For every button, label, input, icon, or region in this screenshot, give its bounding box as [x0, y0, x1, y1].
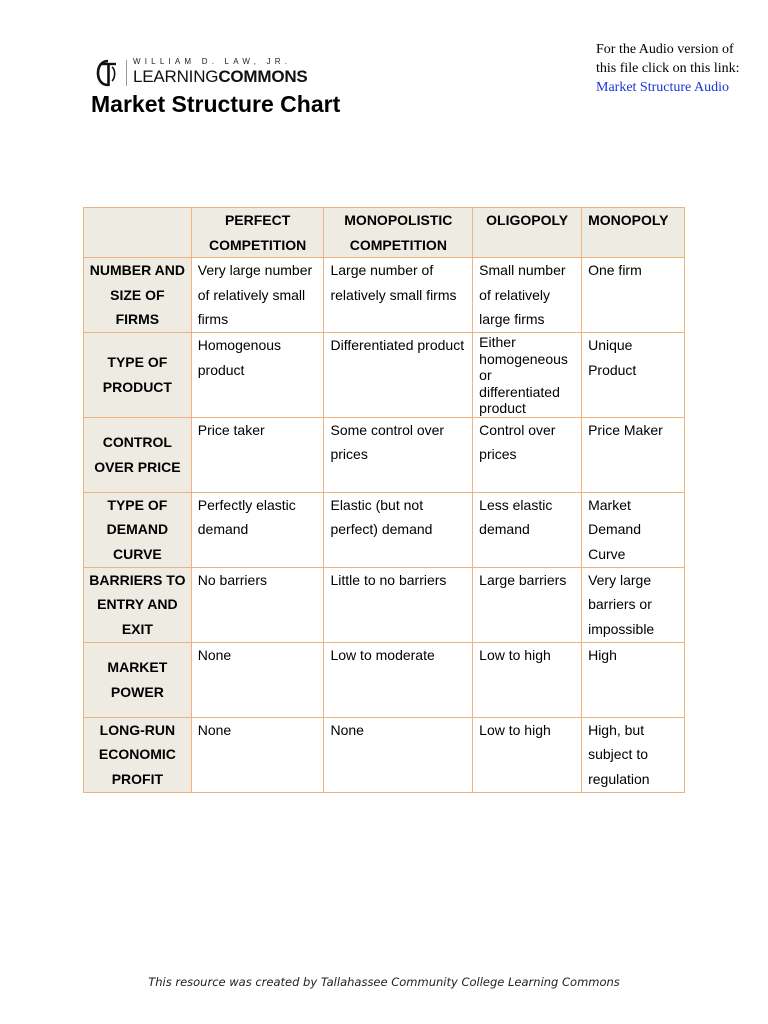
cell-monopolistic: Low to moderate	[324, 642, 473, 717]
logo-name-line: WILLIAM D. LAW, JR.	[133, 57, 292, 66]
cell-monopolistic: Some control over prices	[324, 417, 473, 492]
cell-oligopoly: Small number of relatively large firms	[473, 258, 582, 333]
cell-perfect: Homogenous product	[191, 333, 324, 418]
cell-perfect: Very large number of relatively small firms	[191, 258, 324, 333]
row-header-barriers: BARRIERS TO ENTRY AND EXIT	[84, 567, 192, 642]
cell-monopolistic: Large number of relatively small firms	[324, 258, 473, 333]
learning-commons-logo	[96, 56, 308, 90]
audio-note-line-1: For the Audio version of	[596, 42, 734, 57]
cell-monopoly: Very large barriers or impossible	[582, 567, 685, 642]
column-header-monopoly: MONOPOLY	[582, 208, 685, 258]
cell-oligopoly: Large barriers	[473, 567, 582, 642]
table-corner-cell	[84, 208, 192, 258]
audio-note	[596, 40, 768, 97]
cell-monopoly: High	[582, 642, 685, 717]
column-header-perfect: PERFECT COMPETITION	[191, 208, 324, 258]
cell-monopolistic: Little to no barriers	[324, 567, 473, 642]
row-header-long-run-profit: LONG-RUN ECONOMIC PROFIT	[84, 717, 192, 792]
table-row	[84, 417, 685, 492]
table-row	[84, 642, 685, 717]
cell-perfect: Perfectly elastic demand	[191, 492, 324, 567]
table-row	[84, 333, 685, 418]
row-header-type-of-product: TYPE OF PRODUCT	[84, 333, 192, 418]
cell-monopoly: High, but subject to regulation	[582, 717, 685, 792]
cell-perfect: None	[191, 642, 324, 717]
table-row	[84, 717, 685, 792]
cell-perfect: No barriers	[191, 567, 324, 642]
logo-learning: LEARNING	[133, 67, 219, 86]
cell-monopolistic: Differentiated product	[324, 333, 473, 418]
cell-monopolistic: None	[324, 717, 473, 792]
logo-commons: COMMONS	[218, 67, 308, 86]
market-structure-table	[83, 207, 685, 793]
audio-link[interactable]: Market Structure Audio	[596, 80, 729, 95]
cell-monopolistic: Elastic (but not perfect) demand	[324, 492, 473, 567]
footer-credit: This resource was created by Tallahassee Community College Learning Commons	[148, 975, 620, 989]
table-row	[84, 567, 685, 642]
cell-monopoly: One firm	[582, 258, 685, 333]
cell-monopoly: Unique Product	[582, 333, 685, 418]
logo-wordmark	[133, 67, 308, 87]
cell-monopoly: Market Demand Curve	[582, 492, 685, 567]
row-header-number-size: NUMBER AND SIZE OF FIRMS	[84, 258, 192, 333]
table-header-row	[84, 208, 685, 258]
row-header-demand-curve: TYPE OF DEMAND CURVE	[84, 492, 192, 567]
row-header-market-power: MARKET POWER	[84, 642, 192, 717]
tcc-monogram-icon	[96, 58, 120, 88]
table-row	[84, 492, 685, 567]
audio-note-line-2: this file click on this link:	[596, 61, 740, 76]
cell-monopoly: Price Maker	[582, 417, 685, 492]
column-header-oligopoly: OLIGOPOLY	[473, 208, 582, 258]
logo-divider	[126, 60, 127, 86]
row-header-control-over-price: CONTROL OVER PRICE	[84, 417, 192, 492]
table-row	[84, 258, 685, 333]
cell-oligopoly: Low to high	[473, 642, 582, 717]
column-header-monopolistic: MONOPOLISTIC COMPETITION	[324, 208, 473, 258]
cell-oligopoly: Low to high	[473, 717, 582, 792]
cell-perfect: None	[191, 717, 324, 792]
cell-oligopoly: Either homogeneous or differentiated product	[473, 333, 582, 418]
cell-oligopoly: Less elastic demand	[473, 492, 582, 567]
cell-oligopoly: Control over prices	[473, 417, 582, 492]
page-title: Market Structure Chart	[91, 91, 341, 117]
cell-perfect: Price taker	[191, 417, 324, 492]
